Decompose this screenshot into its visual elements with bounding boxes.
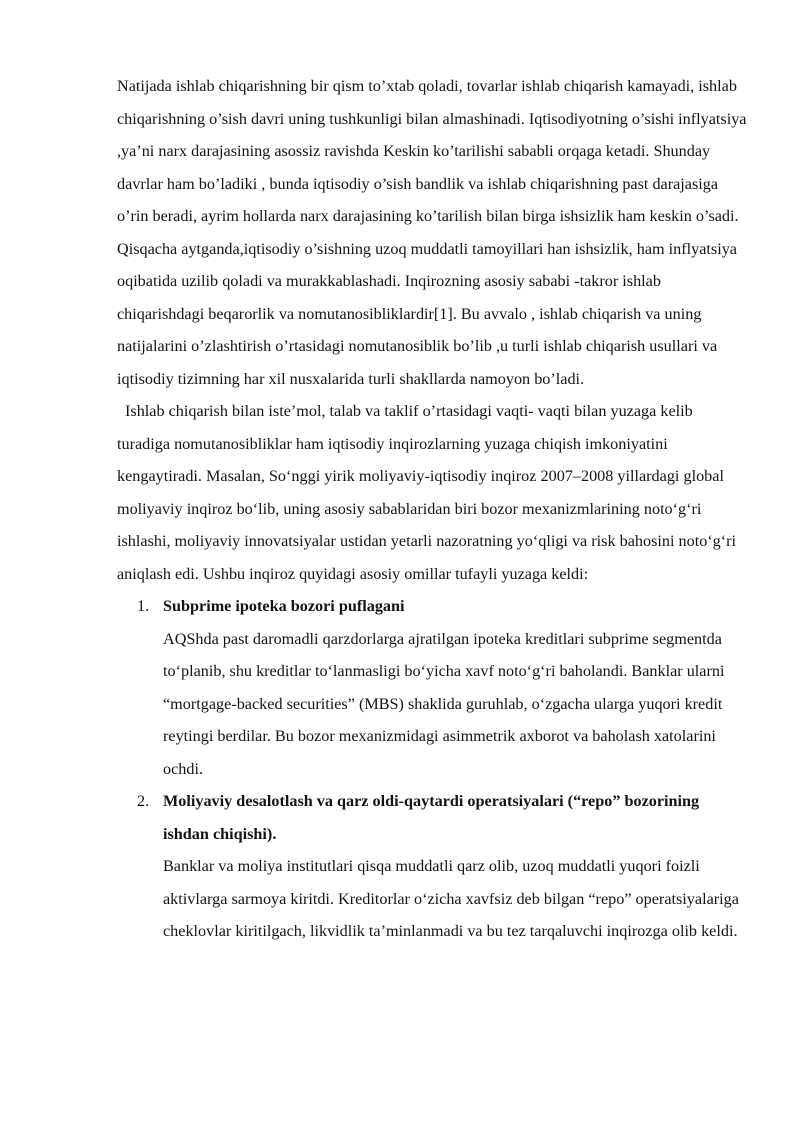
list-item xyxy=(117,590,749,785)
list-item-body: Banklar va moliya institutlari qisqa muddatli qarz olib, uzoq muddatli yuqori foizli aktivlarga sarmoya kiritdi. Kreditorlar o‘zicha xavfsiz deb bilgan “repo” operatsiyalariga cheklovlar kiritilgach, likvidlik ta’minlanmadi va bu tez tarqaluvchi inqirozga olib keldi. xyxy=(163,857,739,940)
list-item-body: AQShda past daromadli qarzdorlarga ajratilgan ipoteka kreditlari subprime segmentda to‘planib, shu kreditlar to‘lanmasligi bo‘yicha xavf noto‘g‘ri baholandi. Banklar ularni “mortgage-backed securities” (MBS) shaklida guruhlab, o‘zgacha ularga yuqori kredit reytingi berdilar. Bu bozor mexanizmidagi asimmetrik axborot va baholash xatolarini ochdi. xyxy=(163,629,725,778)
document-page xyxy=(117,70,749,948)
list-item-title: Moliyaviy desalotlash va qarz oldi-qaytardi operatsiyalari (“repo” bozorining ishdan chiqishi). xyxy=(163,792,700,843)
paragraph-2: Ishlab chiqarish bilan iste’mol, talab va taklif o’rtasidagi vaqti- vaqti bilan yuzaga kelib turadiga nomutanosibliklar ham iqtisodiy inqirozlarning yuzaga chiqish imkoniyatini kengaytiradi. Masalan, So‘nggi yirik moliyaviy-iqtisodiy inqiroz 2007–2008 yillardagi global moliyaviy inqiroz bo‘lib, uning asosiy sabablaridan biri bozor mexanizmlarining noto‘g‘ri ishlashi, moliyaviy innovatsiyalar ustidan yetarli nazoratning yo‘qligi va risk bahosini noto‘g‘ri aniqlash edi. Ushbu inqiroz quyidagi asosiy omillar tufayli yuzaga keldi: xyxy=(117,402,737,583)
list-number: 1. xyxy=(137,597,150,615)
factors-list xyxy=(117,590,749,948)
list-item xyxy=(117,785,749,948)
list-number: 2. xyxy=(137,792,150,810)
paragraph-1: Natijada ishlab chiqarishning bir qism to’xtab qoladi, tovarlar ishlab chiqarish kamayadi, ishlab chiqarishning o’sish davri uning tushkunligi bilan almashinadi. Iqtisodiyotning o’sishi inflyatsiya ,ya’ni narx darajasining asossiz ravishda Keskin ko’tarilishi sababli orqaga ketadi. Shunday davrlar ham bo’ladiki , bunda iqtisodiy o’sish bandlik va ishlab chiqarishning past darajasiga o’rin beradi, ayrim hollarda narx darajasining ko’tarilish bilan birga ishsizlik ham keskin o’sadi. Qisqacha aytganda,iqtisodiy o’sishning uzoq muddatli tamoyillari han ishsizlik, ham inflyatsiya oqibatida uzilib qoladi va murakkablashadi. Inqirozning asosiy sababi -takror ishlab chiqarishdagi beqarorlik va nomutanosibliklardir[1]. Bu avvalo , ishlab chiqarish va uning natijalarini o’zlashtirish o’rtasidagi nomutanosiblik bo’lib ,u turli ishlab chiqarish usullari va iqtisodiy tizimning har xil nusxalarida turli shakllarda namoyon bo’ladi. xyxy=(117,77,747,388)
list-item-title: Subprime ipoteka bozori puflagani xyxy=(163,597,405,615)
